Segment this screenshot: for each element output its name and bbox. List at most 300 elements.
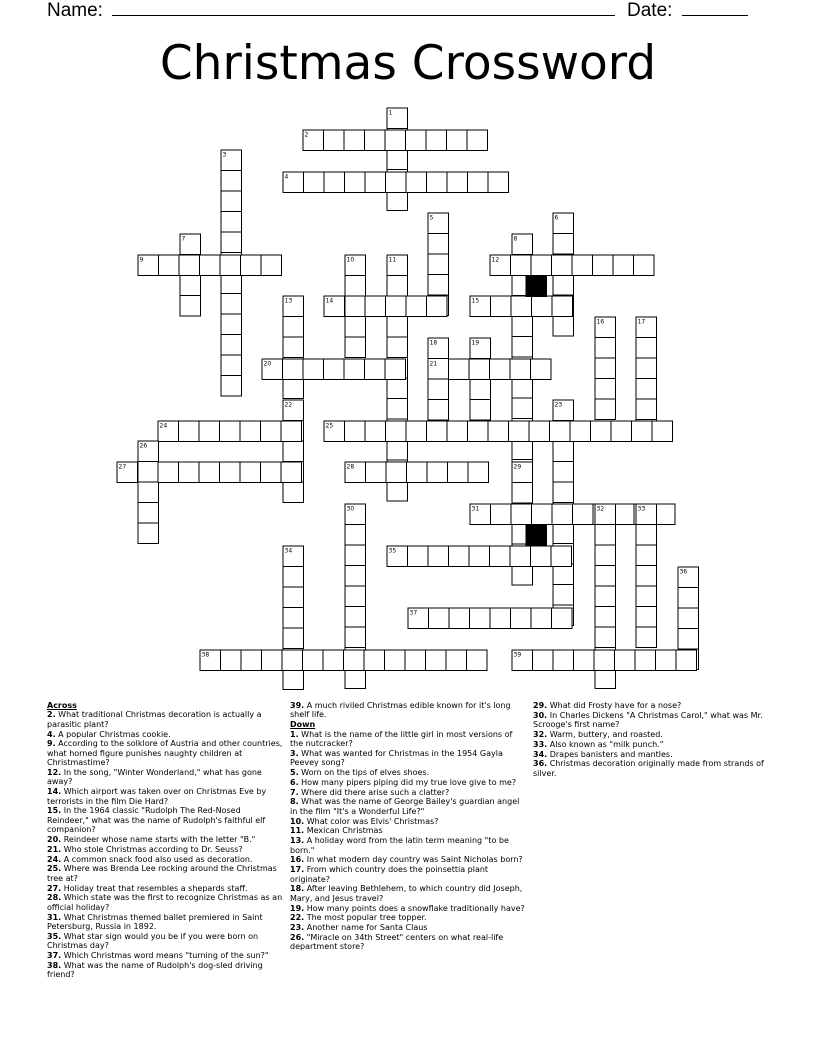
- cell-number: 18: [429, 339, 438, 347]
- grid-cell[interactable]: [386, 296, 407, 317]
- grid-cell[interactable]: [595, 525, 616, 546]
- clue-number: 14.: [47, 787, 62, 797]
- grid-cell[interactable]: [678, 608, 699, 629]
- cell-number: 28: [346, 463, 355, 471]
- grid-cell[interactable]: [428, 254, 449, 275]
- grid-cell[interactable]: [221, 650, 242, 671]
- grid-cell[interactable]: [553, 441, 574, 462]
- grid-cell[interactable]: [595, 586, 616, 607]
- grid-cell[interactable]: [180, 275, 201, 296]
- grid-cell[interactable]: [427, 421, 448, 442]
- grid-cell[interactable]: [636, 627, 657, 648]
- down-clue-list: [290, 730, 526, 952]
- cell-number: 17: [637, 318, 646, 326]
- grid-cell[interactable]: [531, 608, 552, 629]
- grid-cell[interactable]: [406, 172, 427, 193]
- down-clue-list-continued: [533, 701, 773, 778]
- grid-cell[interactable]: [636, 379, 657, 400]
- grid-cell[interactable]: [221, 376, 242, 397]
- clue-number: 35.: [47, 931, 62, 941]
- grid-cell[interactable]: [385, 359, 406, 380]
- clue-8: [290, 797, 526, 816]
- cell-number: 30: [346, 505, 355, 513]
- cell-number: 36: [679, 568, 688, 576]
- clue-text: Drapes banisters and mantles.: [547, 749, 673, 759]
- clue-number: 8.: [290, 797, 299, 807]
- clue-32: [533, 730, 773, 739]
- grid-cell[interactable]: [159, 255, 180, 276]
- cell-number: 20: [263, 360, 272, 368]
- grid-cell[interactable]: [283, 359, 304, 380]
- grid-cell[interactable]: [221, 314, 242, 335]
- grid-cell[interactable]: [387, 317, 408, 338]
- grid-cell[interactable]: [138, 482, 159, 503]
- grid-cell[interactable]: [615, 650, 636, 671]
- grid-cell[interactable]: [406, 421, 427, 442]
- grid-cell[interactable]: [532, 504, 553, 525]
- grid-cell[interactable]: [221, 273, 242, 294]
- grid-cell[interactable]: [595, 668, 616, 689]
- clue-text: What did Frosty have for a nose?: [547, 701, 682, 710]
- clues-column-3: [533, 701, 773, 779]
- grid-cell[interactable]: [408, 546, 429, 567]
- clue-29: [533, 701, 773, 710]
- grid-cell[interactable]: [345, 545, 366, 566]
- grid-cell[interactable]: [553, 482, 574, 503]
- clue-number: 26.: [290, 933, 305, 942]
- grid-cell[interactable]: [552, 504, 573, 525]
- grid-cell[interactable]: [552, 255, 573, 276]
- grid-cell[interactable]: [283, 628, 304, 649]
- grid-cell[interactable]: [448, 462, 469, 483]
- clue-number: 28.: [47, 893, 62, 903]
- clue-text: A popular Christmas cookie.: [55, 729, 171, 739]
- grid-cell[interactable]: [283, 587, 304, 608]
- grid-cell[interactable]: [345, 607, 366, 628]
- grid-cell[interactable]: [573, 504, 594, 525]
- clue-text: A common snack food also used as decoration.: [61, 854, 253, 864]
- grid-cell[interactable]: [345, 421, 366, 442]
- clue-number: 34.: [533, 749, 548, 759]
- grid-cell[interactable]: [324, 359, 345, 380]
- grid-cell[interactable]: [427, 172, 448, 193]
- grid-cell[interactable]: [200, 255, 221, 276]
- grid-cell[interactable]: [345, 276, 366, 297]
- grid-cell[interactable]: [470, 379, 491, 400]
- grid-cell[interactable]: [345, 525, 366, 546]
- grid-cell[interactable]: [570, 421, 591, 442]
- grid-cell[interactable]: [511, 296, 532, 317]
- cell-number: 8: [513, 235, 518, 243]
- grid-cell[interactable]: [593, 255, 614, 276]
- clue-number: 2.: [47, 710, 56, 720]
- cell-number: 1: [388, 109, 393, 117]
- clue-4: [47, 730, 283, 739]
- grid-cell[interactable]: [387, 440, 408, 461]
- clue-text: Where was Brenda Lee rocking around the Christmas tree at?: [47, 864, 277, 883]
- page-title: Christmas Crossword: [159, 36, 657, 91]
- grid-cell[interactable]: [551, 546, 572, 567]
- cell-number: 15: [471, 297, 480, 305]
- clue-text: Which airport was taken over on Christmas Eve by terrorists in the film Die Hard?: [47, 787, 267, 806]
- grid-cell[interactable]: [345, 337, 366, 358]
- across-clue-list: [47, 710, 283, 979]
- grid-cell[interactable]: [220, 462, 241, 483]
- grid-cell[interactable]: [386, 421, 407, 442]
- grid-cell[interactable]: [428, 234, 449, 255]
- grid-cell[interactable]: [261, 255, 282, 276]
- grid-cell[interactable]: [303, 359, 324, 380]
- grid-cell[interactable]: [180, 296, 201, 317]
- clue-38: [47, 961, 283, 980]
- clue-text: Mexican Christmas: [304, 826, 383, 836]
- grid-cell[interactable]: [533, 650, 554, 671]
- clue-6: [290, 778, 526, 787]
- cell-number: 34: [284, 547, 293, 555]
- grid-cell[interactable]: [387, 481, 408, 502]
- grid-cell[interactable]: [426, 130, 447, 151]
- grid-cell[interactable]: [240, 421, 261, 442]
- grid-cell[interactable]: [636, 358, 657, 379]
- grid-cell[interactable]: [531, 546, 552, 567]
- grid-cell[interactable]: [467, 130, 488, 151]
- clue-number: 17.: [290, 865, 305, 875]
- grid-cell[interactable]: [552, 296, 573, 317]
- grid-cell[interactable]: [512, 439, 533, 460]
- grid-cell[interactable]: [636, 545, 657, 566]
- clue-text: In the song, "Winter Wonderland," what has gone away?: [47, 768, 262, 787]
- grid-cell[interactable]: [595, 607, 616, 628]
- grid-cell[interactable]: [344, 359, 365, 380]
- grid-cell[interactable]: [553, 650, 574, 671]
- grid-cell[interactable]: [344, 650, 365, 671]
- grid-cell[interactable]: [138, 523, 159, 544]
- grid-cell[interactable]: [572, 255, 593, 276]
- grid-cell[interactable]: [221, 212, 242, 233]
- grid-cell[interactable]: [345, 627, 366, 648]
- grid-cell[interactable]: [365, 359, 386, 380]
- grid-cell[interactable]: [652, 421, 673, 442]
- clue-text: How many points does a snowflake traditionally have?: [304, 903, 525, 913]
- grid-cell[interactable]: [283, 567, 304, 588]
- grid-cell[interactable]: [511, 504, 532, 525]
- grid-cell[interactable]: [365, 130, 386, 151]
- grid-cell[interactable]: [428, 379, 449, 400]
- grid-cell[interactable]: [158, 462, 179, 483]
- grid-cell[interactable]: [553, 275, 574, 296]
- clue-7: [290, 788, 526, 797]
- grid-cell[interactable]: [595, 379, 616, 400]
- grid-cell[interactable]: [446, 650, 467, 671]
- grid-cell[interactable]: [387, 399, 408, 420]
- grid-cell[interactable]: [469, 359, 490, 380]
- grid-cell[interactable]: [385, 650, 406, 671]
- grid-cell[interactable]: [281, 462, 302, 483]
- clue-number: 33.: [533, 739, 548, 749]
- clue-text: What is the name of the little girl in most versions of the nutcracker?: [290, 729, 513, 749]
- grid-cell[interactable]: [488, 172, 509, 193]
- grid-cell[interactable]: [283, 608, 304, 629]
- grid-cell[interactable]: [344, 130, 365, 151]
- grid-cell[interactable]: [635, 650, 656, 671]
- grid-cell[interactable]: [491, 504, 512, 525]
- cell-number: 14: [325, 297, 334, 305]
- grid-cell[interactable]: [595, 545, 616, 566]
- clue-text: What was the name of Rudolph's dog-sled driving friend?: [47, 960, 263, 980]
- clue-text: The most popular tree topper.: [304, 913, 427, 923]
- grid-cell[interactable]: [509, 421, 530, 442]
- clue-text: Christmas decoration originally made from strands of silver.: [533, 759, 764, 778]
- grid-cell[interactable]: [510, 359, 531, 380]
- clue-2: [47, 710, 283, 729]
- clue-24: [47, 855, 283, 864]
- grid-cell[interactable]: [467, 650, 488, 671]
- grid-cell[interactable]: [574, 650, 595, 671]
- grid-cell[interactable]: [512, 378, 533, 399]
- clue-number: 27.: [47, 883, 62, 893]
- grid-cell[interactable]: [595, 627, 616, 648]
- cell-number: 7: [181, 235, 186, 243]
- grid-cell[interactable]: [614, 504, 635, 525]
- grid-cell[interactable]: [636, 399, 657, 420]
- grid-cell[interactable]: [387, 149, 408, 170]
- grid-cell[interactable]: [595, 399, 616, 420]
- grid-cell[interactable]: [470, 608, 491, 629]
- grid-cell[interactable]: [345, 172, 366, 193]
- grid-cell[interactable]: [636, 586, 657, 607]
- grid-cell[interactable]: [636, 566, 657, 587]
- grid-cell[interactable]: [199, 421, 220, 442]
- grid-cell[interactable]: [488, 421, 509, 442]
- grid-cell[interactable]: [241, 650, 262, 671]
- grid-cell[interactable]: [591, 421, 612, 442]
- grid-cell[interactable]: [428, 275, 449, 296]
- grid-cell[interactable]: [405, 650, 426, 671]
- grid-cell[interactable]: [511, 608, 532, 629]
- clue-text: "Miracle on 34th Street" centers on what real-life department store?: [290, 933, 504, 952]
- clue-text: In what modern day country was Saint Nicholas born?: [304, 855, 523, 865]
- grid-cell[interactable]: [429, 608, 450, 629]
- clue-number: 1.: [290, 729, 299, 739]
- grid-cell[interactable]: [470, 400, 491, 421]
- grid-cell[interactable]: [512, 316, 533, 337]
- grid-cell[interactable]: [447, 421, 468, 442]
- grid-cell[interactable]: [428, 546, 449, 567]
- grid-cell[interactable]: [406, 296, 427, 317]
- cell-number: 37: [409, 609, 418, 617]
- grid-cell[interactable]: [345, 317, 366, 338]
- grid-cell[interactable]: [529, 421, 550, 442]
- grid-cell[interactable]: [323, 650, 344, 671]
- down-heading: Down: [290, 720, 316, 730]
- grid-cell[interactable]: [449, 546, 470, 567]
- cell-number: 38: [201, 651, 210, 659]
- grid-cell[interactable]: [345, 586, 366, 607]
- grid-cell[interactable]: [387, 190, 408, 211]
- grid-cell[interactable]: [553, 585, 574, 606]
- grid-cell[interactable]: [636, 607, 657, 628]
- grid-cell[interactable]: [678, 629, 699, 650]
- grid-cell[interactable]: [345, 566, 366, 587]
- clue-number: 31.: [47, 912, 62, 922]
- grid-cell[interactable]: [447, 130, 468, 151]
- grid-cell[interactable]: [427, 462, 448, 483]
- grid-cell[interactable]: [324, 172, 345, 193]
- cell-number: 35: [388, 547, 397, 555]
- grid-cell[interactable]: [283, 441, 304, 462]
- grid-cell[interactable]: [385, 130, 406, 151]
- grid-cell[interactable]: [611, 421, 632, 442]
- cell-number: 27: [118, 463, 127, 471]
- grid-cell[interactable]: [531, 255, 552, 276]
- clue-16: [290, 855, 526, 864]
- grid-cell[interactable]: [428, 400, 449, 421]
- grid-cell[interactable]: [387, 276, 408, 297]
- grid-cell[interactable]: [261, 462, 282, 483]
- grid-cell[interactable]: [676, 650, 697, 671]
- grid-cell[interactable]: [304, 172, 325, 193]
- grid-cell[interactable]: [179, 421, 200, 442]
- grid-cell[interactable]: [282, 650, 303, 671]
- grid-cell[interactable]: [512, 337, 533, 358]
- grid-cell[interactable]: [512, 565, 533, 586]
- grid-cell[interactable]: [595, 358, 616, 379]
- grid-cell[interactable]: [468, 172, 489, 193]
- grid-cell[interactable]: [427, 296, 448, 317]
- clue-34: [533, 750, 773, 759]
- clue-1: [290, 730, 526, 749]
- clue-text: What was the name of George Bailey's guardian angel in the film "It's a Wonderful Life?": [290, 797, 520, 816]
- grid-cell[interactable]: [553, 523, 574, 544]
- grid-cell[interactable]: [613, 255, 634, 276]
- grid-cell[interactable]: [283, 337, 304, 358]
- grid-cell[interactable]: [364, 650, 385, 671]
- clue-number: 29.: [533, 701, 548, 710]
- grid-cell[interactable]: [221, 335, 242, 356]
- grid-cell[interactable]: [303, 650, 324, 671]
- clue-9: [47, 739, 283, 767]
- grid-cell[interactable]: [468, 462, 489, 483]
- grid-cell[interactable]: [469, 546, 490, 567]
- grid-cell[interactable]: [468, 421, 489, 442]
- grid-cell[interactable]: [283, 669, 304, 690]
- clue-23: [290, 923, 526, 932]
- grid-cell[interactable]: [553, 316, 574, 337]
- grid-cell[interactable]: [221, 191, 242, 212]
- grid-cell[interactable]: [138, 462, 159, 483]
- grid-cell[interactable]: [512, 398, 533, 419]
- grid-cell[interactable]: [386, 462, 407, 483]
- grid-cell[interactable]: [595, 338, 616, 359]
- grid-cell[interactable]: [490, 546, 511, 567]
- grid-cell[interactable]: [595, 566, 616, 587]
- clue-39: [290, 701, 526, 720]
- grid-cell[interactable]: [365, 421, 386, 442]
- grid-cell[interactable]: [387, 337, 408, 358]
- grid-cell[interactable]: [221, 171, 242, 192]
- grid-cell[interactable]: [283, 378, 304, 399]
- grid-cell[interactable]: [511, 255, 532, 276]
- grid-cell[interactable]: [407, 462, 428, 483]
- grid-cell[interactable]: [262, 650, 283, 671]
- grid-cell[interactable]: [345, 296, 366, 317]
- grid-cell[interactable]: [636, 338, 657, 359]
- grid-cell[interactable]: [449, 608, 470, 629]
- grid-cell[interactable]: [656, 650, 677, 671]
- grid-cell[interactable]: [553, 564, 574, 585]
- grid-cell[interactable]: [221, 232, 242, 253]
- grid-cell[interactable]: [491, 296, 512, 317]
- grid-cell[interactable]: [283, 317, 304, 338]
- grid-cell[interactable]: [634, 255, 655, 276]
- grid-cell[interactable]: [512, 483, 533, 504]
- grid-cell[interactable]: [199, 462, 220, 483]
- grid-cell[interactable]: [386, 172, 407, 193]
- grid-cell[interactable]: [138, 503, 159, 524]
- grid-cell[interactable]: [531, 359, 552, 380]
- clue-number: 23.: [290, 923, 305, 933]
- cell-number: 6: [554, 214, 559, 222]
- grid-cell[interactable]: [426, 650, 447, 671]
- grid-cell[interactable]: [553, 462, 574, 483]
- grid-cell[interactable]: [365, 296, 386, 317]
- grid-cell[interactable]: [179, 255, 200, 276]
- grid-cell[interactable]: [261, 421, 282, 442]
- grid-cell[interactable]: [449, 359, 470, 380]
- grid-cell[interactable]: [655, 504, 676, 525]
- clue-text: What star sign would you be if you were born on Christmas day?: [47, 931, 259, 951]
- grid-cell[interactable]: [221, 355, 242, 376]
- grid-cell[interactable]: [553, 234, 574, 255]
- grid-cell[interactable]: [240, 462, 261, 483]
- grid-cell[interactable]: [632, 421, 653, 442]
- grid-cell[interactable]: [552, 608, 573, 629]
- grid-cell[interactable]: [447, 172, 468, 193]
- grid-cell[interactable]: [366, 462, 387, 483]
- grid-cell[interactable]: [678, 588, 699, 609]
- grid-cell[interactable]: [532, 296, 553, 317]
- grid-cell[interactable]: [510, 546, 531, 567]
- grid-cell[interactable]: [490, 608, 511, 629]
- cell-number: 2: [304, 131, 309, 139]
- name-label: Name:: [47, 0, 103, 21]
- grid-cell[interactable]: [365, 172, 386, 193]
- grid-cell[interactable]: [387, 378, 408, 399]
- clue-number: 13.: [290, 836, 305, 846]
- grid-cell[interactable]: [406, 130, 427, 151]
- grid-cell[interactable]: [283, 482, 304, 503]
- clue-number: 24.: [47, 854, 62, 864]
- grid-cell[interactable]: [281, 421, 302, 442]
- clue-text: Who stole Christmas according to Dr. Seuss?: [61, 844, 243, 854]
- grid-cell[interactable]: [179, 462, 200, 483]
- clue-number: 22.: [290, 913, 305, 923]
- grid-cell[interactable]: [490, 359, 511, 380]
- grid-cell[interactable]: [220, 255, 241, 276]
- grid-cell[interactable]: [636, 525, 657, 546]
- cell-number: 21: [429, 360, 438, 368]
- grid-cell[interactable]: [221, 294, 242, 315]
- grid-cell[interactable]: [220, 421, 241, 442]
- clue-text: What traditional Christmas decoration is actually a parasitic plant?: [47, 710, 262, 729]
- grid-cell[interactable]: [594, 650, 615, 671]
- grid-cell[interactable]: [550, 421, 571, 442]
- clue-text: From which country does the poinsettia plant originate?: [290, 865, 489, 884]
- clue-text: Which Christmas word means "turning of the sun?": [61, 951, 269, 961]
- grid-cell[interactable]: [241, 255, 262, 276]
- grid-cell[interactable]: [345, 668, 366, 689]
- grid-cell[interactable]: [324, 130, 345, 151]
